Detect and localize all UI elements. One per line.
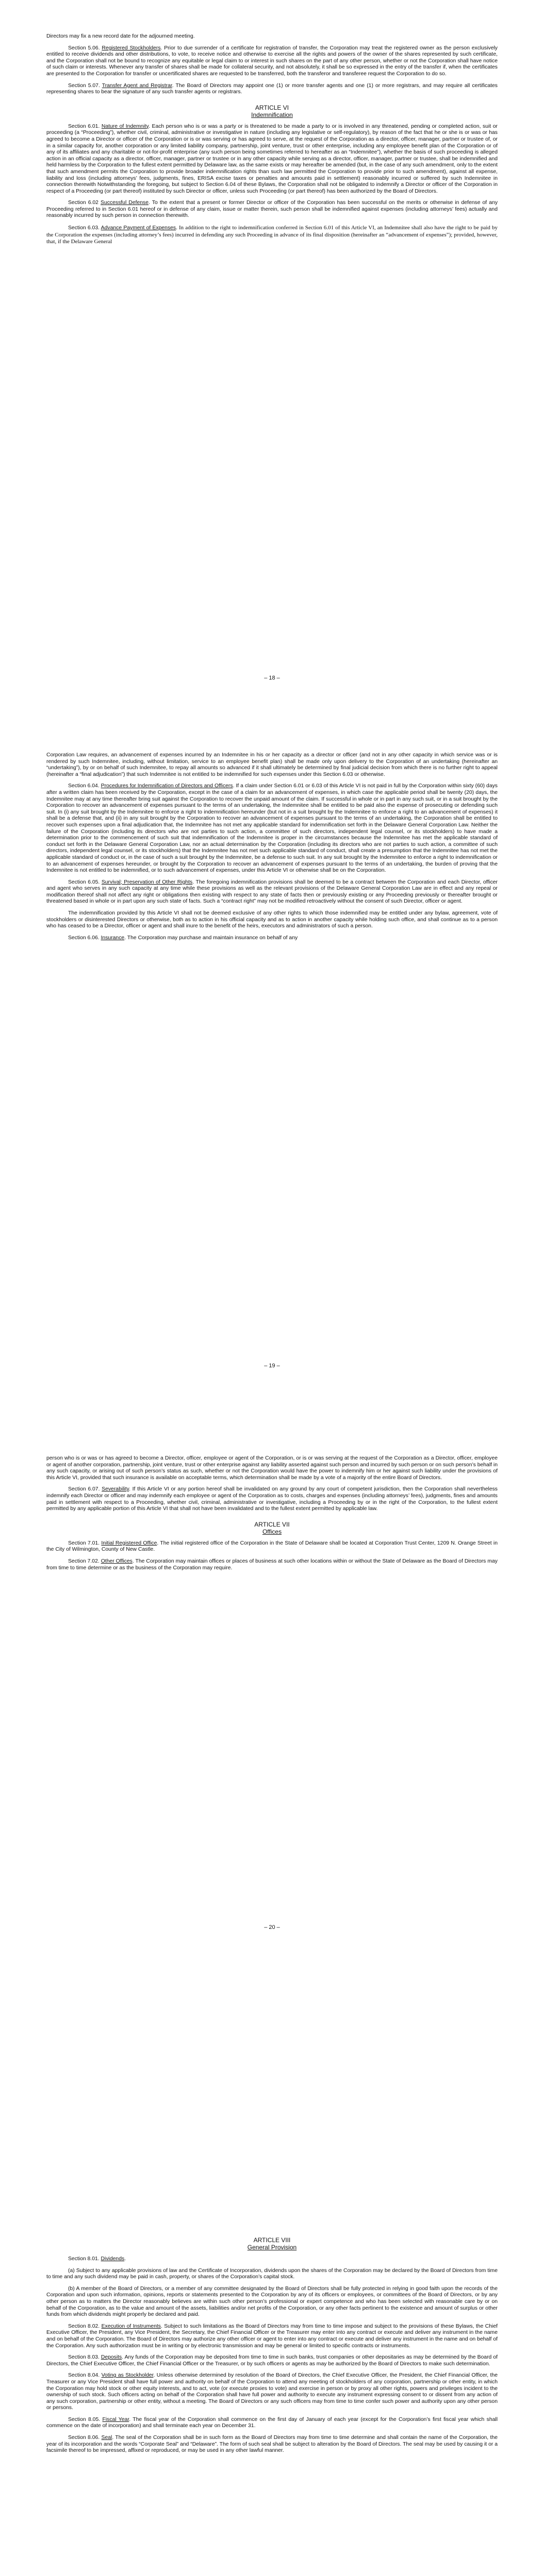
section-number: Section 6.06.: [68, 935, 101, 941]
section-number: Section 6.03.: [68, 225, 101, 231]
section-text: . The Corporation may purchase and maintain insurance on behalf of any: [124, 935, 298, 941]
section-number: Section 8.04.: [68, 2372, 102, 2379]
section-title: Insurance: [101, 935, 125, 941]
section-7-01: [46, 1540, 498, 1553]
section-text: . In addition to the right to indemnification conferred in Section 6.01 of this Article VI, an Indemnitee shall also have the right to be paid by the Corporation the expenses (including attorney’s fees) incurred in defending any such Proceeding in advance of its final disposition (hereinafter an “advancement of expenses”); provided, however, that, if the Delaware General: [46, 225, 498, 245]
section-text: . The seal of the Corporation shall be in such form as the Board of Directors may from time to time determine and shall contain the name of the Corporation, the year of its incorporation and the words “Corporate Seal” and “Delaware”. The form of such seal shall be subject to alteration by the Board of Directors. The seal may be used by causing it or a facsimile thereof to be impressed, affixed or reproduced, or may be used in any other lawful manner.: [46, 2435, 498, 2454]
section-6-06: [46, 935, 498, 942]
section-6-05: [46, 879, 498, 905]
paragraph-adjourned-meeting: Directors may fix a new record date for the adjourned meeting.: [46, 33, 195, 39]
section-text: . Subject to such limitations as the Board of Directors may from time to time impose and subject to the provisions of these Bylaws, the Chief Executive Officer, the President, any Vice President, the Secretary, the Chief Financial Officer or the Treasurer may enter into any contract or execute and deliver any instrument in the name and on behalf of the Corporation. The Board of Directors may authorize any other officer or agent to enter into any contract or execute and deliver any instrument in the name and on behalf of the Corporation. Any such authorization must be in writing or by electronic transmission and may be general or limited to specific contracts or instruments.: [46, 2323, 498, 2349]
page-21-content: [46, 2228, 498, 2460]
paragraph-continuation: person who is or was or has agreed to become a Director, officer, employee or agent of the Corporation, or is or was serving at the request of the Corporation as a Director, officer, employee or agent of another corporation, partnership, joint venture, trust or other enterprise against any liability asserted against such person and incurred by such person or on such person’s behalf in any such capacity, or arising out of such person’s status as such, whether or not the Corporation would have the power to indemnify him or her against such liability under the provisions of this Article VI, provided that such insurance is available on acceptable terms, which determination shall be made by a vote of a majority of the entire Board of Directors.: [46, 1455, 498, 1481]
section-title: Registered Stockholders: [102, 45, 161, 51]
article-heading: [46, 2236, 498, 2251]
article-heading: [46, 104, 498, 118]
section-text: . If a claim under Section 6.01 or 6.03 of this Article VI is not paid in full by the Corporation within sixty (60) days after a written claim has been received by the Corporation, except in the case of a claim for an advancement of expenses, in which case the applicable period shall be twenty (20) days, the Indemnitee may at any time thereafter bring suit against the Corporation to recover the unpaid amount of the claim. If successful in whole or in part in any such suit, or in a suit brought by the Corporation to recover an advancement of expenses pursuant to the terms of an undertaking, the Indemnitee shall be entitled to be paid also the expense of prosecuting or defending such suit. In (i) any suit brought by the Indemnitee to enforce a right to indemnification hereunder (but not in a suit brought by the Indemnitee to enforce a right to an advancement of expenses) it shall be a defense that, and (ii) in any suit brought by the Corporation to recover an advancement of expenses pursuant to the terms of an undertaking, the Corporation shall be entitled to recover such expenses upon a final adjudication that, the Indemnitee has not met any applicable standard for indemnification set forth in the Delaware General Corporation Law. Neither the failure of the Corporation (including its directors who are not parties to such action, a committee of such directors, independent legal counsel, or its stockholders) to have made a determination prior to the commencement of such suit that indemnification of the Indemnitee is proper in the circumstances because the Indemnitee has met the applicable standard of conduct set forth in the Delaware General Corporation Law, nor an actual determination by the Corporation (including its directors who are not parties to such action, a committee of such directors, independent legal counsel, or its stockholders) that the Indemnitee has not met such applicable standard of conduct, shall create a presumption that the Indemnitee has not met the applicable standard of conduct or, in the case of such a suit brought by the Indemnitee, be a defense to such suit. In any suit brought by the Indemnitee to enforce a right to indemnification or to an advancement of expenses hereunder, or brought by the Corporation to recover an advancement of expenses pursuant to the terms of an undertaking, the burden of proving that the Indemnitee is not entitled to be indemnified, or to such advancement of expenses, under this Article VI or otherwise shall be on the Corporation.: [46, 783, 498, 874]
section-title: Nature of Indemnity: [101, 123, 149, 129]
section-number: Section 6.07.: [68, 1486, 102, 1493]
section-text: . Any funds of the Corporation may be deposited from time to time in such banks, trust companies or other depositaries as may be determined by the Board of Directors, the Chief Executive Officer, the Chief Financial Officer or the Treasurer, or by such officers or agents as may be authorized by the Board of Directors to make such determination.: [46, 2354, 498, 2367]
section-6-03: [46, 225, 498, 246]
section-number: Section 8.06.: [68, 2435, 102, 2441]
section-text: . The fiscal year of the Corporation shall commence on the first day of January of each year (except for the Corporation’s first fiscal year which shall commence on the date of incorporation) and shall terminate each year on December 31.: [46, 2416, 498, 2429]
article-title: Offices: [262, 1528, 282, 1535]
page-19-content: [46, 752, 498, 946]
section-number: Section 6.02: [68, 200, 101, 206]
section-number: Section 6.01.: [68, 123, 102, 129]
section-text: . To the extent that a present or former Director or officer of the Corporation has been successful on the merits or otherwise in defense of any Proceeding referred to in Section 6.01 hereof or in defense of any claim, issue or matter therein, such person shall be indemnified against expenses (including attorneys’ fees) actually and reasonably incurred by such person in connection therewith.: [46, 200, 498, 219]
section-8-02: [46, 2324, 498, 2349]
article-number: ARTICLE VIII: [253, 2236, 291, 2244]
section-title: Severability: [102, 1486, 129, 1493]
section-8-01-a: (a) Subject to any applicable provisions of law and the Certificate of Incorporation, dividends upon the shares of the Corporation may be declared by the Board of Directors from time to time and any such dividend may be paid in cash, property, or shares of the Corporation’s capital stock.: [46, 2267, 498, 2280]
article-heading: [46, 1521, 498, 1535]
section-title: Procedures for Indemnification of Directors and Officers: [101, 783, 233, 789]
section-title: Execution of Instruments: [101, 2323, 161, 2329]
section-title: Advance Payment of Expenses: [101, 225, 176, 231]
section-number: Section 8.02.: [68, 2323, 102, 2329]
section-8-01: [46, 2256, 498, 2263]
page-21: [0, 2110, 544, 2576]
section-number: Section 8.05.: [68, 2416, 103, 2422]
section-6-04: [46, 783, 498, 874]
section-text: . The Board of Directors may appoint one (1) or more transfer agents and one (1) or more registrars, and may require all certificates representing shares to bear the signature of any such transfer agents or registrars.: [46, 82, 498, 95]
section-text: . Prior to due surrender of a certificate for registration of transfer, the Corporation may treat the registered owner as the person exclusively entitled to receive dividends and other distributions, to vote, to receive notice and otherwise to exercise all the rights and powers of the owner of the shares represented by such certificate, and the Corporation shall not be bound to recognize any equitable or legal claim to or interest in such shares on the part of any other person, whether or not the Corporation shall have notice of such claim or interests. Whenever any transfer of shares shall be made for collateral security, and not absolutely, it shall be so expressed in the entry of the transfer if, when the certificates are presented to the Corporation for transfer or uncertificated shares are requested to be transferred, both the transferor and transferee request the Corporation to do so.: [46, 45, 498, 77]
section-8-01-b: (b) A member of the Board of Directors, or a member of any committee designated by the Board of Directors shall be fully protected in relying in good faith upon the records of the Corporation and upon such information, opinions, reports or statements presented to the Corporation by any of its officers or employees, or committees of the Board of Directors, or by any other person as to matters the Director reasonably believes are within such other person’s professional or expert competence and who has been selected with reasonable care by or on behalf of the Corporation, as to the value and amount of the assets, liabilities and/or net profits of the Corporation, or any other facts pertinent to the existence and amount of surplus or other funds from which dividends might properly be declared and paid.: [46, 2285, 498, 2318]
page-19: [0, 703, 544, 1406]
section-5-06: [46, 45, 498, 78]
page-number: – 19 –: [264, 1363, 280, 1369]
section-8-04: [46, 2372, 498, 2412]
article-number: ARTICLE VI: [255, 104, 289, 111]
section-text: . The foregoing indemnification provisions shall be deemed to be a contract between the Corporation and each Director, officer and agent who serves in any such capacity at any time while these provisions as well as the relevant provisions of the Delaware General Corporation Law are in effect and any repeal or modification thereof shall not affect any right or obligations then existing with respect to any state of facts then or previously existing or any Proceeding previously or thereafter brought or threatened based in whole or in part upon any such state of facts. Such a “contract right” may not be modified retroactively without the consent of such Director, officer or agent.: [46, 879, 498, 905]
section-number: Section 6.04.: [68, 783, 101, 789]
section-title: Fiscal Year: [102, 2416, 129, 2422]
section-6-02: [46, 200, 498, 219]
article-title: General Provision: [247, 2244, 297, 2251]
section-text: . Unless otherwise determined by resolution of the Board of Directors, the Chief Executive Officer, the President, the Chief Financial Officer, the Treasurer or any Vice President shall have full power and authority on behalf of the Corporation to attend any meeting of stockholders of any corporation, partnership or other entity, in which the Corporation may hold stock or other equity interests, and to act, vote (or execute proxies to vote) and exercise in person or by proxy all other rights, powers and privileges incident to the ownership of such stock. Such officers acting on behalf of the Corporation shall have full power and authority to execute any instrument expressing consent to or dissent from any action of any such corporation, partnership or other entity, without a meeting. The Board of Directors or any such officers may from time to time confer such power and authority upon any other person or persons.: [46, 2372, 498, 2411]
section-text: . If this Article VI or any portion hereof shall be invalidated on any ground by any court of competent jurisdiction, then the Corporation shall nevertheless indemnify each Director or officer and may indemnify each employee or agent of the Corporation as to costs, charges and expenses (including attorneys’ fees), judgments, fines and amounts paid in settlement with respect to a Proceeding, whether civil, criminal, administrative or investigative, including a Proceeding by or in the right of the Corporation, to the fullest extent permitted by any applicable portion of this Article VI that shall not have been invalidated and to the fullest extent permitted by applicable law.: [46, 1486, 498, 1512]
page-number: – 20 –: [264, 1924, 280, 1930]
section-title: Other Offices: [101, 1558, 133, 1564]
section-6-05-continued: The indemnification provided by this Article VI shall not be deemed exclusive of any other rights to which those indemnified may be entitled under any bylaw, agreement, vote of stockholders or disinterested Directors or otherwise, both as to action in his official capacity and as to action in another capacity while holding such office, and shall continue as to a person who has ceased to be a Director, officer or agent and shall inure to the benefit of the heirs, executors and administrators of such a person.: [46, 910, 498, 929]
section-title: Survival; Preservation of Other Rights: [101, 879, 193, 885]
section-number: Section 8.03.: [68, 2354, 101, 2361]
section-title: Dividends: [101, 2256, 125, 2262]
section-title: Transfer Agent and Registrar: [102, 82, 172, 89]
section-number: Section 5.07.: [68, 82, 102, 89]
page-20-content: [46, 1455, 498, 1577]
section-title-dot: .: [124, 2256, 126, 2262]
section-title: Initial Registered Office: [101, 1540, 157, 1546]
section-7-02: [46, 1558, 498, 1571]
section-title: Seal: [101, 2435, 112, 2441]
section-8-06: [46, 2435, 498, 2454]
page-18-content: [46, 33, 498, 251]
article-title: Indemnification: [251, 111, 293, 118]
section-number: Section 5.06.: [68, 45, 102, 51]
section-number: Section 7.02.: [68, 1558, 101, 1564]
section-number: Section 7.01.: [68, 1540, 102, 1546]
section-text: . The initial registered office of the Corporation in the State of Delaware shall be located at Corporation Trust Center, 1209 N. Orange Street in the City of Wilmington, County of New Castle.: [46, 1540, 498, 1553]
section-text: . Each person who is or was a party or is threatened to be made a party to or is involved in any threatened, pending or completed action, suit or proceeding (a “Proceeding”), whether civil, criminal, administrative or investigative in nature (including any legislative or self-regulatory), by reason of the fact that he or she is or was or has agreed to become a Director or officer of the Corporation or is or was serving or has agreed to serve, at the request of the Corporation as a director, officer, manager, partner or trustee of, or in a similar capacity for, another corporation or any limited liability company, partnership, joint venture, trust or other enterprise, including any employee benefit plan of the Corporation or of any of its affiliates and any charitable or not-for-profit enterprise (any such person being sometimes referred to hereafter as an “Indemnitee”), whether the basis of such proceeding is alleged action in an official capacity as a director, officer, manager, partner or trustee or in any other capacity while serving as a director, officer, manager, partner or trustee, shall be indemnified and held harmless by the Corporation to the fullest extent permitted by Delaware law, as the same exists or may hereafter be amended (but, in the case of any such amendment, only to the extent that such amendment permits the Corporation to provide broader indemnification rights than such law permitted the Corporation to provide prior to such amendment), against all expense, liability and loss (including attorneys’ fees, judgments, fines, ERISA excise taxes or penalties and amounts paid in settlement) reasonably incurred or suffered by such Indemnitee in connection therewith Notwithstanding the foregoing, but subject to Section 6.04 of these Bylaws, the Corporation shall not be obligated to indemnify a Director or officer of the Corporation in respect of a Proceeding (or part thereof) instituted by such Director or officer, unless such Proceeding (or part thereof) has been authorized by the Board of Directors.: [46, 123, 498, 194]
section-number: Section 8.01.: [68, 2256, 101, 2262]
section-title: Successful Defense: [101, 200, 149, 206]
page-20: [0, 1406, 544, 2110]
page-number: – 18 –: [264, 675, 280, 681]
section-title: Deposits: [101, 2354, 122, 2361]
section-5-07: [46, 83, 498, 96]
section-text: . The Corporation may maintain offices or places of business at such other locations within or without the State of Delaware as the Board of Directors may from time to time determine or as the business of the Corporation may require.: [46, 1558, 498, 1571]
section-title: Voting as Stockholder: [101, 2372, 154, 2379]
section-8-05: [46, 2417, 498, 2430]
page-18: [0, 0, 544, 703]
paragraph-continuation: Corporation Law requires, an advancement of expenses incurred by an Indemnitee in his or her capacity as a director or officer (and not in any other capacity in which service was or is rendered by such Indemnitee, including, without limitation, service to an employee benefit plan) shall be made only upon delivery to the Corporation of an undertaking (hereinafter an “undertaking”), by or on behalf of such Indemnitee, to repay all amounts so advanced if it shall ultimately be determined by final judicial decision from which there is no further right to appeal (hereinafter a “final adjudication”) that such Indemnitee is not entitled to be indemnified for such expenses under this Section 6.03 or otherwise.: [46, 752, 498, 777]
section-6-01: [46, 124, 498, 195]
section-number: Section 6.05.: [68, 879, 102, 885]
section-8-03: [46, 2354, 498, 2367]
section-6-07: [46, 1486, 498, 1512]
article-number: ARTICLE VII: [254, 1520, 290, 1528]
